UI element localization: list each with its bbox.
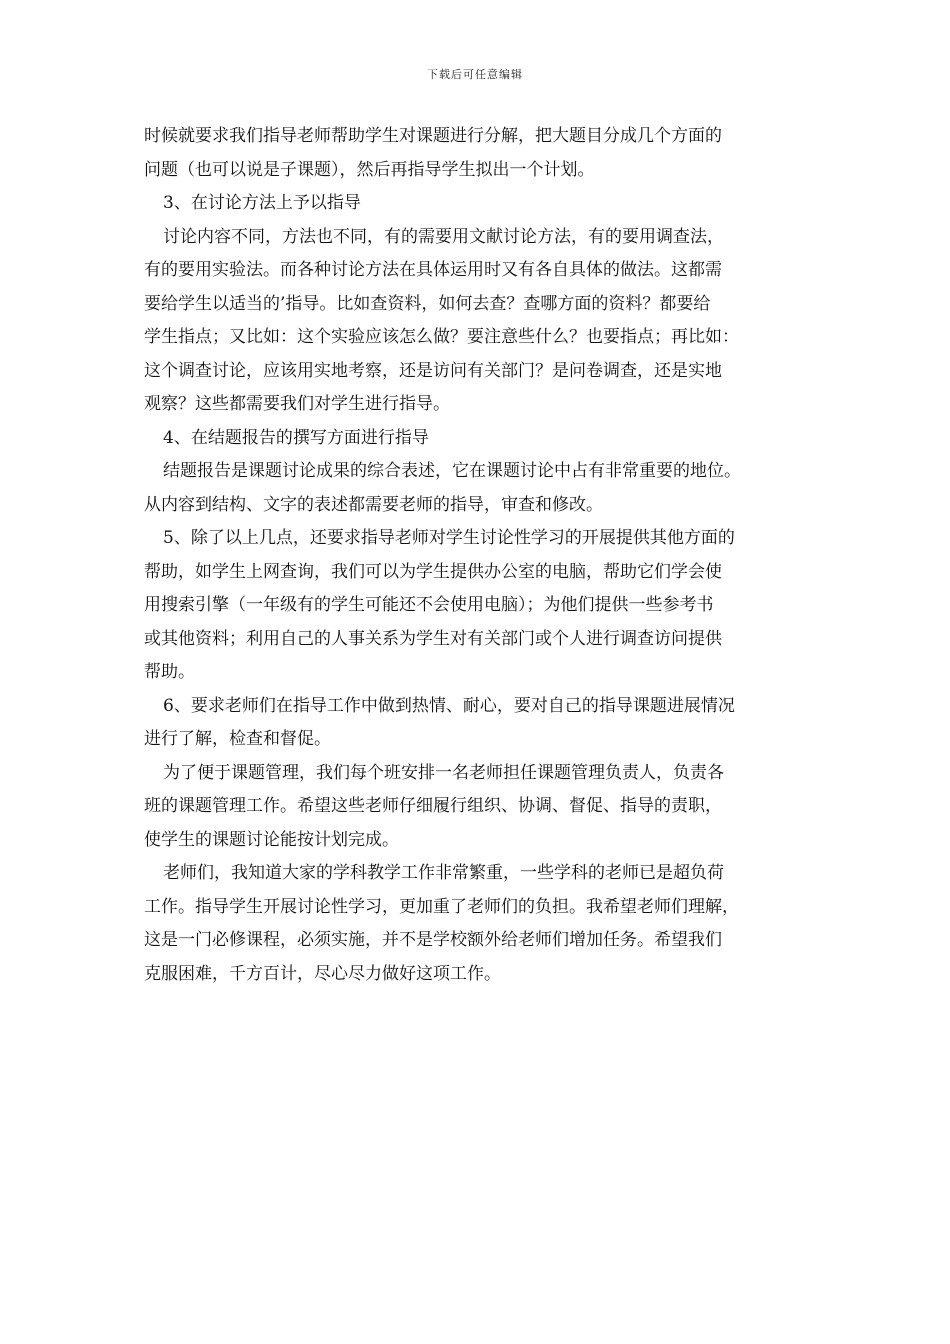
text-line: 4、在结题报告的撰写方面进行指导 — [163, 427, 429, 448]
text-line: 问题（也可以说是子课题），然后再指导学生拟出一个计划。 — [144, 159, 595, 180]
text-line: 要给学生以适当的’指导。比如查资料，如何去查？查哪方面的资料？都要给 — [144, 293, 711, 314]
text-line: 这是一门必修课程，必须实施，并不是学校额外给老师们增加任务。希望我们 — [144, 930, 722, 950]
page-header: 下载后可任意编辑 — [427, 68, 523, 81]
text-line: 或其他资料；利用自己的人事关系为学生对有关部门或个人进行调查访问提供 — [144, 628, 722, 649]
text-line: 观察？这些都需要我们对学生进行指导。 — [144, 394, 450, 414]
text-line: 克服困难，千方百计，尽心尽力做好这项工作。 — [144, 963, 501, 984]
text-line: 帮助。 — [144, 662, 195, 682]
text-line: 5、除了以上几点，还要求指导老师对学生讨论性学习的开展提供其他方面的 — [163, 528, 735, 548]
text-line: 为了便于课题管理，我们每个班安排一名老师担任课题管理负责人，负责各 — [163, 762, 724, 783]
text-line: 有的要用实验法。而各种讨论方法在具体运用时又有各自具体的做法。这都需 — [144, 260, 722, 280]
text-line: 进行了解，检查和督促。 — [144, 729, 331, 749]
text-line: 6、要求老师们在指导工作中做到热情、耐心，要对自己的指导课题进展情况 — [163, 695, 735, 716]
text-line: 班的课题管理工作。希望这些老师仔细履行组织、协调、督促、指导的责职， — [144, 796, 722, 816]
text-line: 帮助，如学生上网查询，我们可以为学生提供办公室的电脑，帮助它们学会使 — [144, 561, 722, 582]
text-line: 这个调查讨论，应该用实地考察，还是访问有关部门？是问卷调查，还是实地 — [144, 360, 722, 381]
text-line: 从内容到结构、文字的表述都需要老师的指导，审查和修改。 — [144, 494, 603, 515]
text-line: 工作。指导学生开展讨论性学习，更加重了老师们的负担。我希望老师们理解， — [144, 896, 739, 917]
text-line: 时候就要求我们指导老师帮助学生对课题进行分解，把大题目分成几个方面的 — [144, 126, 722, 146]
text-line: 老师们，我知道大家的学科教学工作非常繁重，一些学科的老师已是超负荷 — [163, 863, 724, 883]
text-line: 用搜索引擎（一年级有的学生可能还不会使用电脑）；为他们提供一些参考书 — [144, 595, 714, 615]
text-line: 讨论内容不同，方法也不同，有的需要用文献讨论方法，有的要用调查法， — [163, 226, 724, 247]
text-line: 学生指点；又比如：这个实验应该怎么做？要注意些什么？也要指点；再比如： — [144, 327, 739, 347]
text-line: 结题报告是课题讨论成果的综合表述，它在课题讨论中占有非常重要的地位。 — [163, 461, 741, 481]
text-line: 使学生的课题讨论能按计划完成。 — [144, 829, 399, 850]
text-line: 3、在讨论方法上予以指导 — [163, 193, 361, 213]
body-text — [144, 120, 820, 991]
